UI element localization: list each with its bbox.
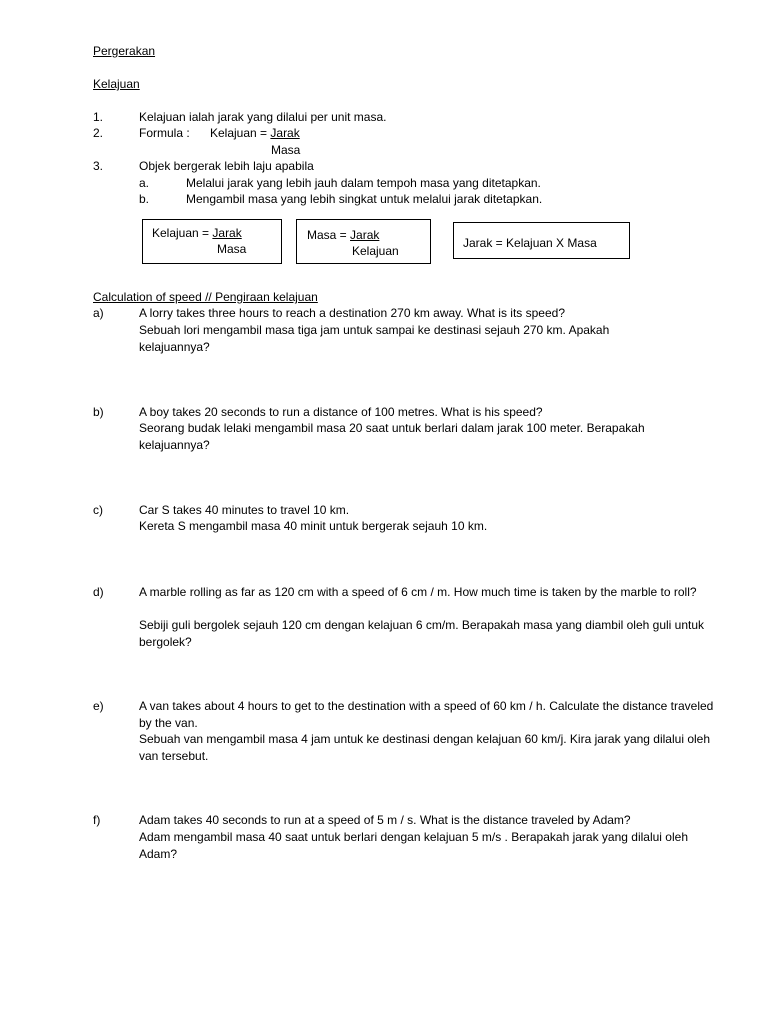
formula-box-speed-numerator: Jarak bbox=[212, 226, 242, 240]
question-a-label: a) bbox=[93, 306, 104, 320]
point-2-label: Formula : bbox=[139, 126, 190, 140]
point-1-number: 1. bbox=[93, 110, 104, 124]
formula-box-speed-lhs: Kelajuan = bbox=[152, 226, 213, 240]
formula-box-speed bbox=[142, 219, 282, 264]
calculation-section-title: Calculation of speed // Pengiraan kelajuan bbox=[93, 290, 318, 304]
point-3a-number: a. bbox=[139, 176, 150, 190]
point-3-number: 3. bbox=[93, 159, 104, 173]
formula-box-distance-text: Jarak = Kelajuan X Masa bbox=[463, 236, 597, 250]
point-3-text: Objek bergerak lebih laju apabila bbox=[139, 159, 314, 173]
formula-box-distance bbox=[453, 222, 630, 259]
question-c-label: c) bbox=[93, 503, 103, 517]
point-2-number: 2. bbox=[93, 126, 104, 140]
question-f-label: f) bbox=[93, 813, 101, 827]
section-heading-kelajuan: Kelajuan bbox=[93, 77, 140, 91]
point-3b-text: Mengambil masa yang lebih singkat untuk melalui jarak ditetapkan. bbox=[186, 192, 543, 206]
question-b-english: A boy takes 20 seconds to run a distance of 100 metres. What is his speed? bbox=[139, 405, 543, 419]
formula-box-time bbox=[296, 219, 431, 264]
question-a-english: A lorry takes three hours to reach a destination 270 km away. What is its speed? bbox=[139, 306, 565, 320]
question-c-english: Car S takes 40 minutes to travel 10 km. bbox=[139, 503, 350, 517]
point-3a-text: Melalui jarak yang lebih jauh dalam tempoh masa yang ditetapkan. bbox=[186, 176, 541, 190]
question-e-label: e) bbox=[93, 699, 104, 713]
page-title: Pergerakan bbox=[93, 44, 156, 58]
formula-box-time-top bbox=[307, 227, 379, 244]
question-f-english: Adam takes 40 seconds to run at a speed of 5 m / s. What is the distance traveled by Adam? bbox=[139, 813, 631, 827]
formula-box-time-lhs: Masa = bbox=[307, 228, 351, 242]
question-d-label: d) bbox=[93, 585, 104, 599]
formula-lhs: Kelajuan = bbox=[210, 126, 271, 140]
formula-box-speed-top bbox=[152, 225, 242, 242]
question-c-malay: Kereta S mengambil masa 40 minit untuk bergerak sejauh 10 km. bbox=[139, 519, 488, 533]
formula-box-speed-denominator: Masa bbox=[217, 242, 247, 256]
formula-numerator: Jarak bbox=[270, 126, 300, 140]
question-e-malay: Sebuah van mengambil masa 4 jam untuk ke destinasi dengan kelajuan 60 km/j. Kira jarak yang dilalui oleh van tersebut. bbox=[139, 732, 711, 763]
question-d-malay: Sebiji guli bergolek sejauh 120 cm dengan kelajuan 6 cm/m. Berapakah masa yang diambil oleh guli untuk bergolek? bbox=[139, 618, 705, 649]
formula-box-time-denominator: Kelajuan bbox=[352, 244, 399, 258]
point-1-text: Kelajuan ialah jarak yang dilalui per unit masa. bbox=[139, 110, 387, 124]
question-e-english: A van takes about 4 hours to get to the destination with a speed of 60 km / h. Calculate the distance traveled by the van. bbox=[139, 699, 714, 730]
formula-box-time-numerator: Jarak bbox=[350, 228, 380, 242]
question-a-malay: Sebuah lori mengambil masa tiga jam untuk sampai ke destinasi sejauh 270 km. Apakah kelajuannya? bbox=[139, 323, 610, 354]
question-b-malay: Seorang budak lelaki mengambil masa 20 saat untuk berlari dalam jarak 100 meter. Berapakah kelajuannya? bbox=[139, 421, 645, 452]
question-d-english: A marble rolling as far as 120 cm with a speed of 6 cm / m. How much time is taken by the marble to roll? bbox=[139, 585, 697, 599]
question-b-label: b) bbox=[93, 405, 104, 419]
point-3b-number: b. bbox=[139, 192, 150, 206]
formula-denominator: Masa bbox=[271, 143, 301, 157]
question-f-malay: Adam mengambil masa 40 saat untuk berlari dengan kelajuan 5 m/s . Berapakah jarak yang dilalui oleh Adam? bbox=[139, 830, 688, 861]
point-2-formula bbox=[210, 125, 300, 142]
